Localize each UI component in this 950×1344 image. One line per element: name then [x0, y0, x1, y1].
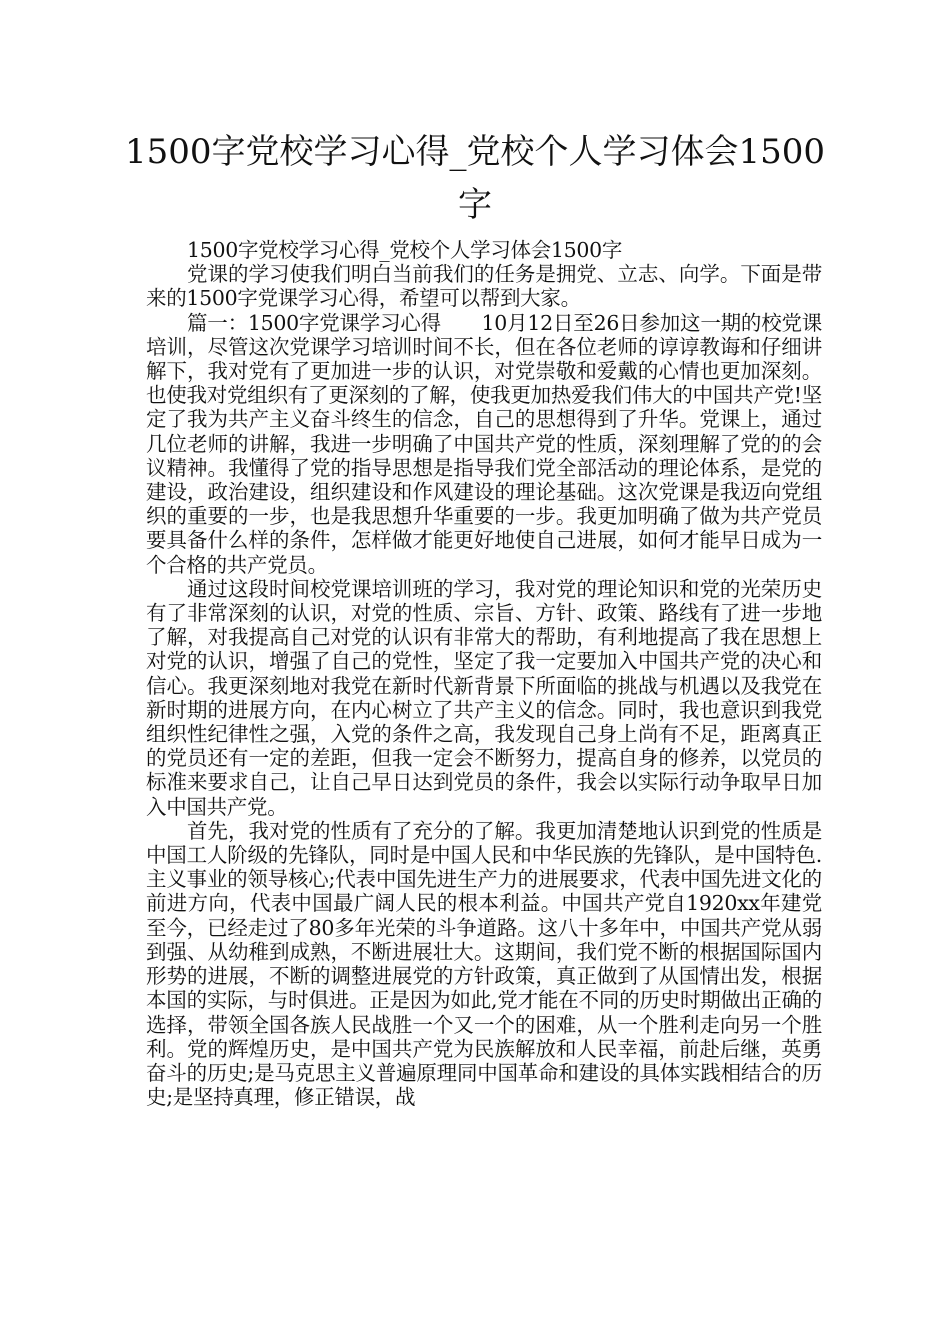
document-body — [146, 238, 822, 1109]
document-title: 1500字党校学习心得_党校个人学习体会1500字 — [124, 132, 826, 225]
paragraph-part-one: 篇一：1500字党课学习心得 10月12日至26日参加这一期的校党课培训，尽管这次党课学习培训时间不长，但在各位老师的谆谆教诲和仔细讲解下，我对党有了更加进一步的认识，对党崇敬和爱戴的心情也更加深刻。也使我对党组织有了更深刻的了解，使我更加热爱我们伟大的中国共产党!坚定了我为共产主义奋斗终生的信念，自己的思想得到了升华。党课上，通过几位老师的讲解，我进一步明确了中国共产党的性质，深刻理解了党的的会议精神。我懂得了党的指导思想是指导我们党全部活动的理论体系，是党的建设，政治建设，组织建设和作风建设的理论基础。这次党课是我迈向党组织的重要的一步，也是我思想升华重要的一步。我更加明确了做为共产党员要具备什么样的条件，怎样做才能更好地使自己进展，如何才能早日成为一个合格的共产党员。 — [146, 310, 822, 577]
paragraph-subtitle: 1500字党校学习心得_党校个人学习体会1500字 — [187, 238, 623, 262]
paragraph-study-reflection: 通过这段时间校党课培训班的学习，我对党的理论知识和党的光荣历史有了非常深刻的认识，对党的性质、宗旨、方针、政策、路线有了进一步地了解，对我提高自己对党的认识有非常大的帮助，有利地提高了我在思想上对党的认识，增强了自己的党性，坚定了我一定要加入中国共产党的决心和信心。我更深刻地对我党在新时代新背景下所面临的挑战与机遇以及我党在新时期的进展方向，在内心树立了共产主义的信念。同时，我也意识到我党组织性纪律性之强，入党的条件之高，我发现自己身上尚有不足，距离真正的党员还有一定的差距，但我一定会不断努力，提高自身的修养，以党员的标准来要求自己，让自己早日达到党员的条件，我会以实际行动争取早日加入中国共产党。 — [146, 576, 822, 819]
paragraph-intro: 党课的学习使我们明白当前我们的任务是拥党、立志、向学。下面是带来的1500字党课学习心得，希望可以帮到大家。 — [146, 262, 822, 311]
paragraph-party-nature: 首先，我对党的性质有了充分的了解。我更加清楚地认识到党的性质是中国工人阶级的先锋队，同时是中国人民和中华民族的先锋队，是中国特色.主义事业的领导核心;代表中国先进生产力的进展要求，代表中国先进文化的前进方向，代表中国最广阔人民的根本利益。中国共产党自1920xx年建党至今，已经走过了80多年光荣的斗争道路。这八十多年中，中国共产党从弱到强、从幼稚到成熟，不断进展壮大。这期间，我们党不断的根据国际国内形势的进展，不断的调整进展党的方针政策，真正做到了从国情出发，根据本国的实际，与时俱进。正是因为如此,党才能在不同的历史时期做出正确的选择，带领全国各族人民战胜一个又一个的困难，从一个胜利走向另一个胜利。党的辉煌历史，是中国共产党为民族解放和人民幸福，前赴后继，英勇奋斗的历史;是马克思主义普遍原理同中国革命和建设的具体实践相结合的历史;是坚持真理，修正错误，战 — [146, 818, 822, 1110]
